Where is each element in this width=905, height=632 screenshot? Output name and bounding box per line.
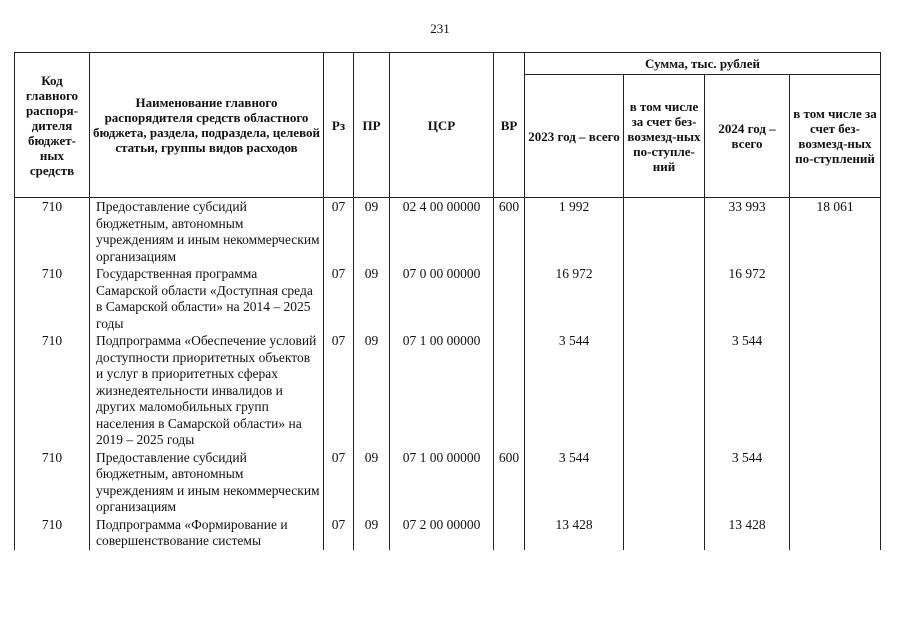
- cell-2024-total: 3 544: [705, 332, 790, 449]
- cell-2023-free: [624, 265, 705, 332]
- cell-vr: 600: [494, 198, 525, 266]
- cell-vr: 600: [494, 449, 525, 516]
- cell-pr: 09: [354, 449, 390, 516]
- cell-pr: 09: [354, 198, 390, 266]
- cell-2024-free: [790, 516, 881, 550]
- cell-2024-free: 18 061: [790, 198, 881, 266]
- table-row: [15, 198, 881, 266]
- cell-pr: 09: [354, 516, 390, 550]
- header-name: Наименование главного распорядителя средств областного бюджета, раздела, подраздела, целевой статьи, группы видов расходов: [90, 53, 324, 198]
- cell-2023-total: 1 992: [525, 198, 624, 266]
- cell-name: Предоставление субсидий бюджетным, автономным учреждениям и иным некоммерческим организациям: [90, 198, 324, 266]
- cell-rz: 07: [324, 198, 354, 266]
- cell-vr: [494, 265, 525, 332]
- cell-code: 710: [15, 516, 90, 550]
- cell-vr: [494, 516, 525, 550]
- table-row: [15, 516, 881, 550]
- header-vr: ВР: [494, 53, 525, 198]
- cell-2024-total: 3 544: [705, 449, 790, 516]
- budget-table: [14, 52, 881, 550]
- table-row: [15, 332, 881, 449]
- cell-2024-free: [790, 265, 881, 332]
- cell-vr: [494, 332, 525, 449]
- cell-name: Подпрограмма «Обеспечение условий доступности приоритетных объектов и услуг в приоритетных сферах жизнедеятельности инвалидов и других маломобильных групп населения в Самарской области» на 2019 – 2025 годы: [90, 332, 324, 449]
- cell-csr: 07 2 00 00000: [390, 516, 494, 550]
- cell-name: Подпрограмма «Формирование и совершенствование системы: [90, 516, 324, 550]
- header-pr: ПР: [354, 53, 390, 198]
- cell-2024-free: [790, 449, 881, 516]
- cell-2023-total: 3 544: [525, 332, 624, 449]
- cell-2023-total: 3 544: [525, 449, 624, 516]
- table-row: [15, 265, 881, 332]
- header-sum: Сумма, тыс. рублей: [525, 53, 881, 75]
- table-header: [15, 53, 881, 198]
- cell-rz: 07: [324, 449, 354, 516]
- cell-2024-total: 16 972: [705, 265, 790, 332]
- cell-rz: 07: [324, 332, 354, 449]
- cell-rz: 07: [324, 516, 354, 550]
- header-rz: Рз: [324, 53, 354, 198]
- header-2023-free: в том числе за счет без-возмезд-ных по-ступле-ний: [624, 75, 705, 198]
- header-2024-free: в том числе за счет без-возмезд-ных по-ступлений: [790, 75, 881, 198]
- cell-2024-free: [790, 332, 881, 449]
- cell-2023-free: [624, 332, 705, 449]
- cell-pr: 09: [354, 332, 390, 449]
- table-body: [15, 198, 881, 550]
- header-2024-total: 2024 год – всего: [705, 75, 790, 198]
- cell-name: Государственная программа Самарской области «Доступная среда в Самарской области» на 2014 – 2025 годы: [90, 265, 324, 332]
- header-2023-total: 2023 год – всего: [525, 75, 624, 198]
- header-csr: ЦСР: [390, 53, 494, 198]
- cell-2023-total: 16 972: [525, 265, 624, 332]
- cell-name: Предоставление субсидий бюджетным, автономным учреждениям и иным некоммерческим организациям: [90, 449, 324, 516]
- cell-2024-total: 13 428: [705, 516, 790, 550]
- cell-2024-total: 33 993: [705, 198, 790, 266]
- cell-csr: 02 4 00 00000: [390, 198, 494, 266]
- cell-code: 710: [15, 332, 90, 449]
- cell-code: 710: [15, 449, 90, 516]
- cell-code: 710: [15, 265, 90, 332]
- cell-2023-total: 13 428: [525, 516, 624, 550]
- cell-2023-free: [624, 449, 705, 516]
- cell-rz: 07: [324, 265, 354, 332]
- cell-code: 710: [15, 198, 90, 266]
- cell-csr: 07 1 00 00000: [390, 449, 494, 516]
- page-number: 231: [430, 21, 450, 36]
- cell-2023-free: [624, 198, 705, 266]
- cell-csr: 07 1 00 00000: [390, 332, 494, 449]
- cell-csr: 07 0 00 00000: [390, 265, 494, 332]
- table-row: [15, 449, 881, 516]
- cell-pr: 09: [354, 265, 390, 332]
- cell-2023-free: [624, 516, 705, 550]
- header-code: Код главного распоря-дителя бюджет-ных средств: [15, 53, 90, 198]
